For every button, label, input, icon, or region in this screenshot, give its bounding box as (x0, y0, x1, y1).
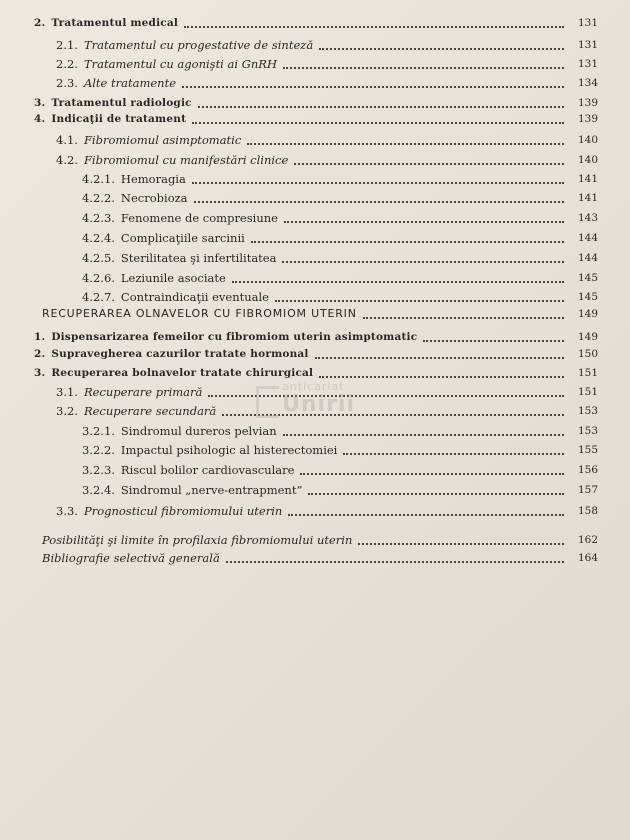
toc-entry-page: 139 (577, 97, 598, 109)
toc-entry-number: 2.3. (56, 76, 78, 90)
toc-entry (56, 38, 598, 52)
toc-entry-page: 156 (577, 464, 598, 476)
toc-entry-number: 4.2.5. (82, 251, 115, 265)
toc-entry-number: 4.2.4. (82, 231, 115, 245)
toc-entry-page: 151 (577, 386, 598, 398)
toc-entry-title: Prognosticul fibromiomului uterin (83, 504, 283, 518)
toc-entry (82, 251, 598, 265)
toc-entry-number: 3.2.1. (82, 424, 115, 438)
toc-entry-number: 3.1. (56, 385, 78, 399)
toc-entry (82, 271, 598, 285)
toc-leader-dots (275, 300, 564, 302)
toc-entry-title: Leziunile asociate (120, 271, 226, 285)
toc-leader-dots (363, 317, 564, 319)
toc-entry-title: Recuperarea bolnavelor tratate chirurgical (51, 367, 314, 379)
toc-entry-label (34, 330, 417, 344)
toc-entry-title: Fibromiomul asimptomatic (83, 133, 242, 147)
toc-leader-dots (288, 514, 564, 516)
toc-leader-dots (343, 453, 564, 455)
toc-entry-label (34, 16, 178, 30)
toc-entry-number: 3.2.4. (82, 483, 115, 497)
toc-entry (34, 16, 598, 30)
toc-leader-dots (283, 67, 564, 69)
toc-entry-page: 143 (577, 212, 598, 224)
toc-entry-label (82, 443, 337, 457)
toc-entry (42, 551, 598, 565)
toc-entry-page: 162 (577, 534, 598, 546)
toc-entry-label (82, 424, 277, 438)
toc-entry (34, 112, 598, 126)
toc-entry-number: 4.2.1. (82, 172, 115, 186)
toc-entry-label (82, 251, 276, 265)
toc-entry-title: Sindromul „nerve-entrapment” (120, 483, 303, 497)
toc-leader-dots (184, 26, 564, 28)
toc-entry-title: Dispensarizarea femeilor cu fibromiom uterin asimptomatic (51, 331, 418, 343)
toc-entry-title: Sindromul dureros pelvian (120, 424, 277, 438)
toc-entry-page: 157 (577, 484, 598, 496)
toc-entry-number: 2.1. (56, 38, 78, 52)
toc-entry (82, 231, 598, 245)
toc-entry (82, 290, 598, 304)
toc-entry-page: 139 (577, 113, 598, 125)
toc-entry (34, 366, 598, 380)
toc-entry-page: 134 (577, 77, 598, 89)
toc-entry-title: Impactul psihologic al histerectomiei (120, 443, 338, 457)
toc-entry-label (42, 551, 220, 565)
toc-entry-label (82, 290, 269, 304)
toc-entry-label (56, 504, 282, 518)
toc-entry-label (34, 96, 192, 110)
toc-entry-label (56, 385, 202, 399)
toc-entry-number: 3. (34, 97, 46, 109)
toc-entry-title: Indicaţii de tratament (51, 113, 187, 125)
toc-leader-dots (283, 434, 564, 436)
toc-entry-page: 149 (577, 331, 598, 343)
toc-entry-label (82, 172, 186, 186)
toc-entry-page: 155 (577, 444, 598, 456)
watermark-logo (256, 380, 416, 430)
toc-entry-page: 131 (577, 58, 598, 70)
toc-entry-title: RECUPERAREA OLNAVELOR CU FIBROMIOM UTERIN (42, 307, 357, 320)
toc-leader-dots (308, 493, 564, 495)
toc-entry-title: Recuperare primară (83, 385, 203, 399)
toc-entry-number: 4. (34, 113, 46, 125)
toc-entry-number: 4.2.6. (82, 271, 115, 285)
toc-entry-number: 4.2.3. (82, 211, 115, 225)
toc-leader-dots (358, 543, 564, 545)
toc-entry-page: 151 (577, 367, 598, 379)
toc-leader-dots (192, 122, 564, 124)
toc-leader-dots (194, 201, 564, 203)
toc-entry-title: Contraindicaţii eventuale (120, 290, 269, 304)
toc-entry (82, 443, 598, 457)
toc-entry (56, 133, 598, 147)
toc-entry-page: 144 (577, 232, 598, 244)
watermark-small-text: anticariat (282, 380, 345, 393)
toc-entry-number: 3.3. (56, 504, 78, 518)
toc-entry-title: Alte tratamente (83, 76, 177, 90)
toc-leader-dots (284, 221, 564, 223)
toc-leader-dots (182, 86, 564, 88)
toc-entry-page: 140 (577, 154, 598, 166)
toc-entry-label (56, 404, 216, 418)
toc-entry-number: 4.2.2. (82, 191, 115, 205)
toc-entry (56, 57, 598, 71)
toc-entry (82, 172, 598, 186)
toc-entry-label (34, 366, 313, 380)
toc-entry (34, 96, 598, 110)
toc-entry-number: 4.2. (56, 153, 78, 167)
toc-entry (82, 463, 598, 477)
toc-entry (42, 307, 598, 321)
toc-entry-number: 3. (34, 367, 46, 379)
toc-entry-label (56, 133, 241, 147)
toc-entry-page: 141 (577, 173, 598, 185)
toc-entry-page: 131 (577, 17, 598, 29)
toc-entry-label (42, 533, 352, 547)
toc-entry-number: 4.2.7. (82, 290, 115, 304)
toc-entry-title: Complicaţiile sarcinii (120, 231, 245, 245)
toc-leader-dots (300, 473, 564, 475)
toc-entry (56, 76, 598, 90)
toc-entry (82, 191, 598, 205)
toc-entry-title: Bibliografie selectivă generală (42, 551, 220, 565)
toc-entry-label (56, 38, 313, 52)
toc-entry-label (82, 271, 226, 285)
toc-entry (82, 211, 598, 225)
toc-entry (56, 153, 598, 167)
toc-entry-number: 4.1. (56, 133, 78, 147)
toc-entry-title: Riscul bolilor cardiovasculare (120, 463, 295, 477)
toc-entry-page: 164 (577, 552, 598, 564)
toc-leader-dots (315, 357, 564, 359)
toc-leader-dots (192, 182, 564, 184)
toc-entry-label (42, 307, 357, 321)
toc-entry-page: 141 (577, 192, 598, 204)
toc-entry (82, 483, 598, 497)
toc-entry-number: 1. (34, 331, 46, 343)
toc-entry-number: 3.2.2. (82, 443, 115, 457)
watermark-big-text: Unirii (282, 392, 355, 417)
toc-entry-number: 2. (34, 348, 46, 360)
toc-entry-page: 140 (577, 134, 598, 146)
toc-entry-title: Hemoragia (120, 172, 186, 186)
toc-entry-page: 144 (577, 252, 598, 264)
toc-entry-label (56, 76, 176, 90)
toc-leader-dots (232, 281, 564, 283)
toc-entry-label (56, 57, 277, 71)
toc-entry-title: Tratamentul cu agonişti ai GnRH (83, 57, 277, 71)
toc-entry-page: 149 (577, 308, 598, 320)
toc-entry-title: Tratamentul medical (51, 17, 179, 29)
toc-entry-label (82, 463, 294, 477)
toc-leader-dots (251, 241, 564, 243)
toc-entry-page: 131 (577, 39, 598, 51)
toc-entry-label (34, 112, 186, 126)
toc-entry (34, 330, 598, 344)
toc-leader-dots (319, 48, 564, 50)
toc-entry-title: Tratamentul radiologic (51, 97, 192, 109)
toc-leader-dots (198, 106, 564, 108)
toc-entry-page: 158 (577, 505, 598, 517)
toc-entry-page: 150 (577, 348, 598, 360)
toc-entry-page: 145 (577, 272, 598, 284)
toc-entry-page: 153 (577, 425, 598, 437)
toc-entry-title: Recuperare secundară (83, 404, 217, 418)
toc-leader-dots (294, 163, 564, 165)
toc-entry-title: Fenomene de compresiune (120, 211, 278, 225)
toc-leader-dots (423, 340, 564, 342)
toc-leader-dots (247, 143, 564, 145)
toc-entry-title: Supravegherea cazurilor tratate hormonal (51, 348, 309, 360)
toc-entry-label (82, 231, 245, 245)
toc-entry-title: Fibromiomul cu manifestări clinice (83, 153, 289, 167)
toc-entry (42, 533, 598, 547)
toc-entry-number: 2. (34, 17, 46, 29)
toc-entry (56, 504, 598, 518)
toc-entry (34, 347, 598, 361)
toc-entry-number: 2.2. (56, 57, 78, 71)
toc-entry-label (56, 153, 288, 167)
toc-leader-dots (226, 561, 564, 563)
watermark-frame-icon (256, 386, 279, 418)
toc-leader-dots (319, 376, 564, 378)
toc-entry-label (82, 191, 188, 205)
toc-leader-dots (282, 261, 564, 263)
toc-entry-label (82, 483, 302, 497)
toc-entry-page: 145 (577, 291, 598, 303)
toc-entry-page: 153 (577, 405, 598, 417)
toc-entry-title: Posibilităţi şi limite în profilaxia fibromiomului uterin (42, 533, 353, 547)
toc-entry-title: Sterilitatea şi infertilitatea (120, 251, 277, 265)
toc-entry-label (82, 211, 278, 225)
toc-entry-label (34, 347, 309, 361)
toc-entry-title: Necrobioza (120, 191, 188, 205)
toc-entry-number: 3.2. (56, 404, 78, 418)
toc-entry-number: 3.2.3. (82, 463, 115, 477)
toc-entry-title: Tratamentul cu progestative de sinteză (83, 38, 314, 52)
